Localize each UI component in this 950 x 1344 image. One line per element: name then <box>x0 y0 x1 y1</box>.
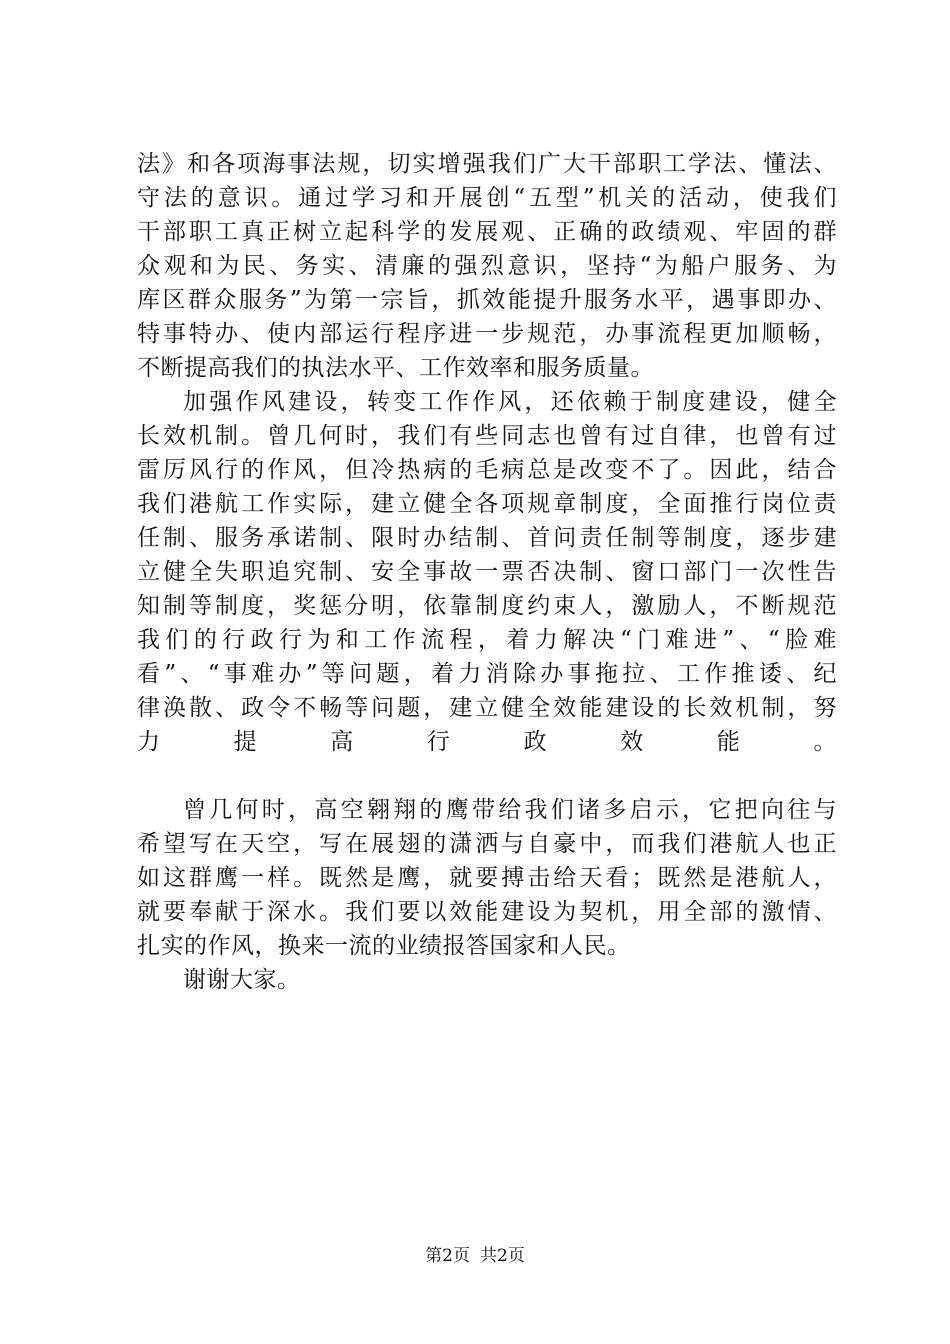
text-line: 任制、服务承诺制、限时办结制、首问责任制等制度，逐步建 <box>137 525 837 551</box>
text-line: 立健全失职追究制、安全事故一票否决制、窗口部门一次性告 <box>137 559 837 585</box>
text-line: 曾几何时，高空翱翔的鹰带给我们诸多启示，它把向往与 <box>183 797 837 823</box>
document-body <box>137 147 837 997</box>
text-line: 加强作风建设，转变工作作风，还依赖于制度建设，健全 <box>183 389 837 415</box>
page-number: 第2页 <box>425 1246 470 1266</box>
text-line: 我们的行政行为和工作流程，着力解决“门难进”、“脸难 <box>137 627 837 653</box>
text-line: 不断提高我们的执法水平、工作效率和服务质量。 <box>137 355 654 381</box>
text-line: 谢谢大家。 <box>183 967 301 993</box>
text-line: 希望写在天空，写在展翅的潇洒与自豪中，而我们港航人也正 <box>137 831 837 857</box>
text-line: 就要奉献于深水。我们要以效能建设为契机，用全部的激情、 <box>137 899 837 925</box>
text-line <box>137 759 837 793</box>
text-line: 干部职工真正树立起科学的发展观、正确的政绩观、牢固的群 <box>137 219 837 245</box>
text-line: 雷厉风行的作风，但冷热病的毛病总是改变不了。因此，结合 <box>137 457 837 483</box>
page-footer <box>0 1245 950 1267</box>
text-line: 我们港航工作实际，建立健全各项规章制度，全面推行岗位责 <box>137 491 837 517</box>
text-line: 库区群众服务”为第一宗旨，抓效能提升服务水平，遇事即办、 <box>137 287 837 313</box>
text-line: 守法的意识。通过学习和开展创“五型”机关的活动，使我们 <box>137 185 837 211</box>
text-line: 扎实的作风，换来一流的业绩报答国家和人民。 <box>137 933 631 959</box>
text-line: 知制等制度，奖惩分明，依靠制度约束人，激励人，不断规范 <box>137 593 837 619</box>
text-line: 看”、“事难办”等问题，着力消除办事拖拉、工作推诿、纪 <box>137 661 837 687</box>
text-line: 律涣散、政令不畅等问题，建立健全效能建设的长效机制，努 <box>137 695 837 721</box>
page-total: 共2页 <box>480 1246 525 1266</box>
text-line: 特事特办、使内部运行程序进一步规范，办事流程更加顺畅， <box>137 321 837 347</box>
text-line: 如这群鹰一样。既然是鹰，就要搏击给天看；既然是港航人， <box>137 865 837 891</box>
text-line: 法》和各项海事法规，切实增强我们广大干部职工学法、懂法、 <box>137 151 837 177</box>
text-line: 长效机制。曾几何时，我们有些同志也曾有过自律，也曾有过 <box>137 423 837 449</box>
text-line: 众观和为民、务实、清廉的强烈意识，坚持“为船户服务、为 <box>137 253 837 279</box>
text-line: 力提高行政效能。 <box>137 729 837 755</box>
